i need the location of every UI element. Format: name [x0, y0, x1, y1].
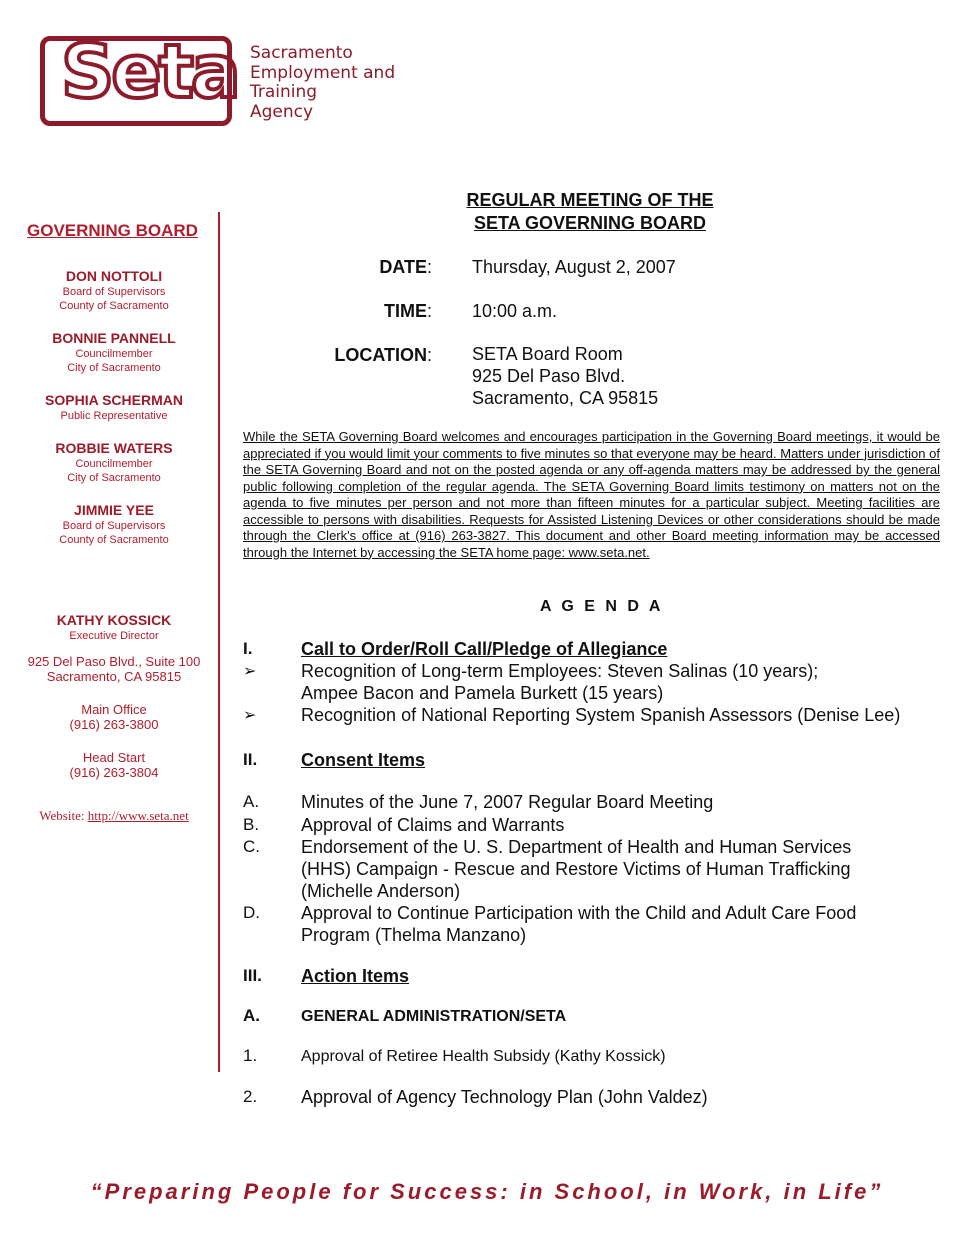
- list-item: Approval of Claims and Warrants: [301, 815, 565, 835]
- website: Website: http://www.seta.net: [39, 808, 189, 823]
- governing-board-title: GOVERNING BOARD: [27, 221, 198, 240]
- board-member: ROBBIE WATERS Councilmember City of Sacramento: [55, 440, 173, 484]
- section-number: I.: [243, 639, 253, 658]
- seta-logo: [40, 29, 238, 126]
- list-item: Minutes of the June 7, 2007 Regular Board Meeting: [301, 792, 714, 812]
- executive-director: KATHY KOSSICK Executive Director: [56, 612, 172, 642]
- item-letter: A.: [243, 1006, 260, 1025]
- list-item: Approval of Agency Technology Plan (John Valdez): [301, 1087, 708, 1107]
- logo-wordmark: Seta: [61, 29, 238, 115]
- head-start: Head Start (916) 263-3804: [69, 750, 159, 780]
- agenda-heading: A G E N D A: [540, 598, 664, 615]
- location-value: SETA Board Room 925 Del Paso Blvd. Sacramento, CA 95815: [472, 344, 659, 408]
- sidebar-divider: [218, 212, 220, 1072]
- location-label: LOCATION:: [334, 345, 432, 365]
- section-title: Action Items: [301, 966, 410, 986]
- section-number: III.: [243, 966, 262, 985]
- bullet-icon: ➢: [243, 707, 257, 724]
- time-value: 10:00 a.m.: [472, 301, 558, 321]
- item-number: 2.: [243, 1087, 258, 1106]
- board-member: SOPHIA SCHERMAN Public Representative: [45, 392, 183, 422]
- public-notice: While the SETA Governing Board welcomes and encourages participation in the Governing Board meetings, it would be appreciated if you would limit your comments to five minutes so that everyone may be heard. Matters under jurisdiction of the SETA Governing Board and not on the posted agenda or any off-agenda matters may be addressed by the general public following completion of the regular agenda. The SETA Governing Board limits testimony on matters not on the agenda to five minutes per person and not more than fifteen minutes for a particular subject. Meeting facilities are accessible to persons with disabilities. Requests for Assisted Listening Devices or other considerations should be made through the Clerk's office at (916) 263-3827. This document and other Board meeting information may be accessed through the Internet by accessing the SETA home page: www.seta.net.: [243, 429, 940, 560]
- item-letter: D.: [243, 903, 260, 922]
- website-link[interactable]: http://www.seta.net: [87, 808, 189, 823]
- section-title: Call to Order/Roll Call/Pledge of Allegiance: [301, 639, 668, 659]
- time-label: TIME:: [383, 301, 432, 321]
- main-office: Main Office (916) 263-3800: [69, 702, 159, 732]
- item-number: 1.: [243, 1046, 258, 1065]
- board-member: DON NOTTOLI Board of Supervisors County of Sacramento: [59, 268, 169, 312]
- subsection-title: GENERAL ADMINISTRATION/SETA: [301, 1008, 567, 1025]
- footer-slogan: “Preparing People for Success: in School, in Work, in Life”: [90, 1179, 884, 1204]
- list-item: Approval of Retiree Health Subsidy (Kathy Kossick): [301, 1048, 666, 1065]
- bullet-icon: ➢: [243, 663, 257, 680]
- item-letter: C.: [243, 837, 260, 856]
- date-value: Thursday, August 2, 2007: [472, 257, 676, 277]
- list-item: Approval to Continue Participation with the Child and Adult Care Food Program (Thelma Manzano): [301, 903, 857, 945]
- list-item: Recognition of Long-term Employees: Steven Salinas (10 years); Ampee Bacon and Pamela Burkett (15 years): [301, 661, 819, 703]
- section-number: II.: [243, 750, 258, 769]
- meeting-title: REGULAR MEETING OF THE SETA GOVERNING BOARD: [466, 190, 714, 233]
- board-member: BONNIE PANNELL Councilmember City of Sacramento: [52, 330, 176, 374]
- item-letter: B.: [243, 815, 260, 834]
- section-title: Consent Items: [301, 750, 426, 770]
- list-item: Recognition of National Reporting System Spanish Assessors (Denise Lee): [301, 705, 901, 725]
- board-member: JIMMIE YEE Board of Supervisors County of Sacramento: [59, 502, 169, 546]
- item-letter: A.: [243, 792, 260, 811]
- logo-tagline: Sacramento Employment and Training Agency: [250, 43, 396, 122]
- list-item: Endorsement of the U. S. Department of Health and Human Services (HHS) Campaign - Rescue and Restore Victims of Human Trafficking (Michelle Anderson): [301, 837, 852, 901]
- date-label: DATE:: [379, 257, 432, 277]
- office-address: 925 Del Paso Blvd., Suite 100 Sacramento, CA 95815: [27, 654, 201, 684]
